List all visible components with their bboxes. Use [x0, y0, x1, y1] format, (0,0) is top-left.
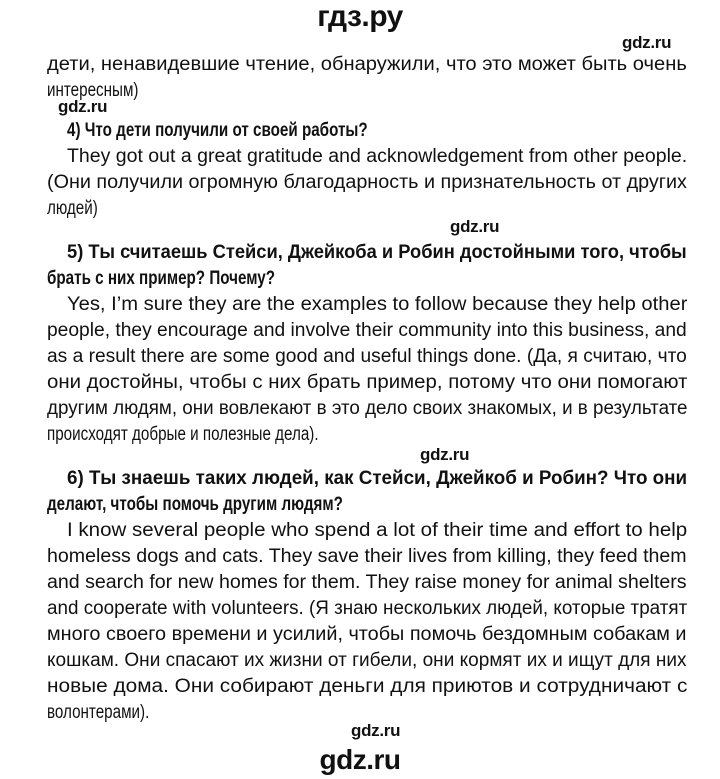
watermark: gdz.ru: [420, 445, 470, 464]
question-4: [67, 118, 687, 144]
answer-6-line: [47, 674, 687, 700]
answer-text: and cooperate with volunteers. (Я знаю нескольких людей, которые тратят: [47, 598, 687, 619]
answer-6-line: [47, 648, 687, 674]
answer-text: другим людям, они вовлекают в это дело своих знакомых, и в результате: [47, 398, 687, 419]
answer-5-line: [47, 370, 687, 396]
answer-6-line: [47, 700, 327, 726]
answer-6-line: [47, 570, 687, 596]
intro-text: дети, ненавидевшие чтение, обнаружили, что это может быть очень: [47, 54, 687, 75]
answer-6-line: [47, 622, 687, 648]
answer-text: много своего времени и усилий, чтобы помочь бездомным собакам и: [47, 624, 687, 645]
intro-line: [47, 78, 687, 104]
answer-text: кошкам. Они спасают их жизни от гибели, они кормят их и ищут для них: [47, 650, 687, 671]
answer-4-line: [47, 170, 687, 196]
watermark: gdz.ru: [450, 217, 500, 236]
question-5: [67, 240, 687, 266]
answer-text: people, they encourage and involve their community into this business, and: [47, 320, 687, 341]
answer-6-line: [47, 596, 687, 622]
answer-text: волонтерами).: [47, 702, 150, 723]
answer-text: происходят добрые и полезные дела).: [47, 424, 319, 445]
answer-text: (Они получили огромную благодарность и признательность от других: [47, 172, 687, 193]
question-text: 6) Ты знаешь таких людей, как Стейси, Джейкоб и Робин? Что они: [67, 468, 687, 489]
answer-5-line: [47, 318, 687, 344]
answer-text: and search for new homes for them. They raise money for animal shelters: [47, 572, 687, 593]
watermark: gdz.ru: [622, 33, 672, 52]
answer-text: Yes, I’m sure they are the examples to follow because they help other: [67, 294, 687, 315]
question-6: [47, 492, 687, 518]
answer-text: homeless dogs and cats. They save their lives from killing, they feed them: [47, 546, 687, 567]
answer-5-line: [47, 396, 687, 422]
answer-5-line: [67, 292, 687, 318]
answer-5-line: [47, 422, 407, 448]
answer-text: as a result there are some good and useful things done. (Да, я считаю, что: [47, 346, 687, 367]
answer-6-line: [67, 518, 687, 544]
answer-text: They got out a great gratitude and acknowledgement from other people.: [67, 146, 687, 167]
page-header-title: гдз.ру: [317, 0, 403, 33]
question-text: 4) Что дети получили от своей работы?: [67, 120, 368, 141]
question-text: делают, чтобы помочь другим людям?: [47, 494, 343, 515]
answer-text: людей): [47, 198, 98, 219]
watermark: gdz.ru: [58, 97, 108, 116]
answer-text: I know several people who spend a lot of their time and effort to help: [67, 520, 687, 541]
answer-text: новые дома. Они собирают деньги для приютов и сотрудничают с: [47, 676, 687, 697]
answer-5-line: [47, 344, 687, 370]
question-text: брать с них пример? Почему?: [47, 268, 276, 289]
answer-4-line: [67, 144, 687, 170]
answer-text: они достойны, чтобы с них брать пример, потому что они помогают: [47, 372, 687, 393]
page-footer-title: gdz.ru: [319, 744, 401, 775]
intro-line: [47, 52, 687, 78]
answer-4-line: [47, 196, 687, 222]
question-text: 5) Ты считаешь Стейси, Джейкоба и Робин достойными того, чтобы: [67, 242, 687, 263]
question-5: [47, 266, 687, 292]
question-6: [67, 466, 687, 492]
watermark: gdz.ru: [351, 721, 401, 740]
intro-text: интересным): [47, 80, 139, 101]
answer-6-line: [47, 544, 687, 570]
